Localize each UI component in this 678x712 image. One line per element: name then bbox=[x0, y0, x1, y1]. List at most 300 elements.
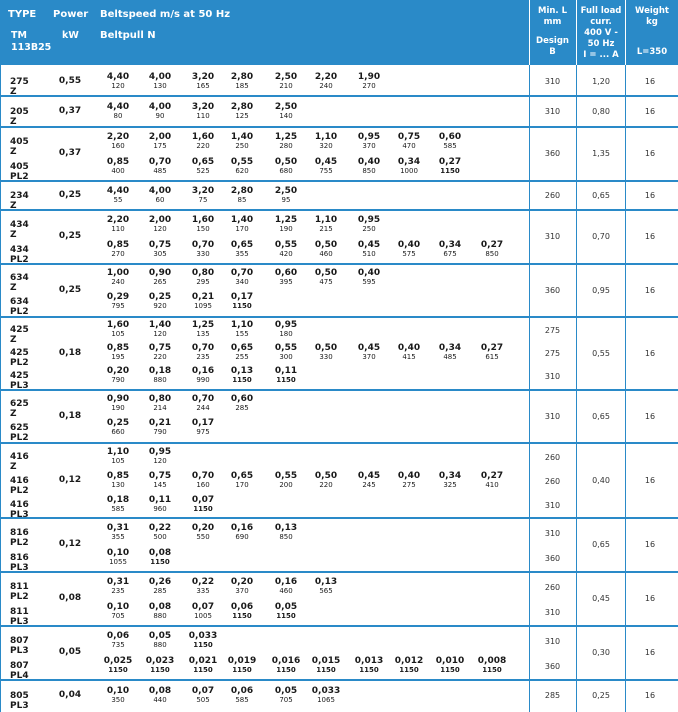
motor-type: 634 PL2 bbox=[10, 297, 29, 317]
speed-pull-cell bbox=[98, 320, 138, 338]
speed-pull-cell bbox=[140, 577, 180, 595]
belt-pull: 850 bbox=[279, 533, 293, 541]
belt-speed: 0,31 bbox=[106, 523, 130, 533]
belt-speed: 0,45 bbox=[357, 343, 381, 353]
belt-speed: 0,08 bbox=[148, 602, 172, 612]
belt-speed: 0,27 bbox=[480, 471, 504, 481]
speed-pull-cell bbox=[98, 102, 138, 120]
belt-pull: 235 bbox=[111, 587, 125, 595]
belt-pull: 485 bbox=[153, 167, 167, 175]
min-length: 275 bbox=[544, 326, 561, 335]
belt-pull: 95 bbox=[281, 196, 291, 204]
belt-speed: 0,65 bbox=[230, 240, 254, 250]
speed-pull-cell bbox=[349, 240, 389, 258]
type-header: TYPE bbox=[8, 9, 37, 20]
speed-pull-cell bbox=[266, 471, 306, 489]
belt-pull: 705 bbox=[279, 696, 293, 704]
belt-speed: 3,20 bbox=[191, 186, 215, 196]
speed-pull-cell bbox=[266, 577, 306, 595]
speed-pull-cell bbox=[183, 523, 223, 541]
belt-pull: 330 bbox=[319, 353, 333, 361]
belt-speed: 0,025 bbox=[103, 656, 133, 666]
motor-type: 805 PL3 bbox=[10, 691, 29, 711]
speed-pull-cell bbox=[183, 656, 223, 674]
speed-pull-cell bbox=[183, 320, 223, 338]
belt-pull: 1150 bbox=[276, 376, 296, 384]
belt-speed: 1,10 bbox=[106, 447, 130, 457]
belt-pull: 850 bbox=[485, 250, 499, 258]
belt-speed: 2,00 bbox=[148, 215, 172, 225]
belt-speed: 0,85 bbox=[106, 240, 130, 250]
row-divider bbox=[0, 517, 678, 519]
belt-speed: 0,05 bbox=[274, 602, 298, 612]
full-load-current: 0,30 bbox=[592, 648, 610, 657]
belt-speed: 0,27 bbox=[480, 240, 504, 250]
belt-pull: 690 bbox=[235, 533, 249, 541]
belt-pull: 880 bbox=[153, 376, 167, 384]
belt-speed: 0,16 bbox=[191, 366, 215, 376]
belt-speed: 0,75 bbox=[148, 240, 172, 250]
belt-speed: 0,22 bbox=[191, 577, 215, 587]
speed-pull-cell bbox=[140, 548, 180, 566]
row-divider bbox=[0, 209, 678, 211]
row-divider bbox=[0, 263, 678, 265]
min-length: 310 bbox=[544, 77, 561, 86]
belt-pull: 1055 bbox=[109, 558, 127, 566]
power-kw: 0,04 bbox=[58, 690, 82, 700]
min-length: 260 bbox=[544, 191, 561, 200]
speed-pull-cell bbox=[266, 215, 306, 233]
belt-speed: 0,31 bbox=[106, 577, 130, 587]
belt-speed: 0,50 bbox=[314, 471, 338, 481]
belt-pull: 585 bbox=[443, 142, 457, 150]
belt-speed: 0,45 bbox=[357, 240, 381, 250]
belt-pull: 475 bbox=[319, 278, 333, 286]
belt-pull: 460 bbox=[319, 250, 333, 258]
weight-kg: 16 bbox=[644, 412, 656, 421]
weight-kg: 16 bbox=[644, 232, 656, 241]
belt-pull: 280 bbox=[279, 142, 293, 150]
belt-pull: 305 bbox=[153, 250, 167, 258]
speed-pull-cell bbox=[98, 343, 138, 361]
speed-pull-cell bbox=[222, 394, 262, 412]
belt-speed: 0,25 bbox=[148, 292, 172, 302]
speed-pull-cell bbox=[98, 394, 138, 412]
full-load-current: 1,20 bbox=[592, 77, 610, 86]
motor-type: 625 PL2 bbox=[10, 423, 29, 443]
belt-speed: 1,90 bbox=[357, 72, 381, 82]
motor-type: 634 Z bbox=[10, 273, 29, 293]
min-length: 310 bbox=[544, 412, 561, 421]
speed-pull-cell bbox=[430, 157, 470, 175]
speed-pull-cell bbox=[140, 132, 180, 150]
belt-pull: 120 bbox=[111, 82, 125, 90]
belt-speed: 0,22 bbox=[148, 523, 172, 533]
min-length: 360 bbox=[544, 662, 561, 671]
belt-speed: 0,70 bbox=[191, 343, 215, 353]
belt-pull: 1150 bbox=[193, 641, 213, 649]
belt-pull: 355 bbox=[111, 533, 125, 541]
belt-speed: 0,75 bbox=[397, 132, 421, 142]
belt-speed: 1,60 bbox=[191, 132, 215, 142]
speed-pull-cell bbox=[140, 320, 180, 338]
speed-pull-cell bbox=[140, 215, 180, 233]
belt-pull: 244 bbox=[196, 404, 210, 412]
min-length: 285 bbox=[544, 691, 561, 700]
belt-speed: 0,29 bbox=[106, 292, 130, 302]
belt-pull: 175 bbox=[153, 142, 167, 150]
weight-kg: 16 bbox=[644, 691, 656, 700]
belt-pull: 1150 bbox=[482, 666, 502, 674]
belt-speed: 0,40 bbox=[397, 343, 421, 353]
table-header bbox=[0, 0, 678, 65]
belt-pull: 795 bbox=[111, 302, 125, 310]
belt-pull: 1065 bbox=[317, 696, 335, 704]
belt-pull: 790 bbox=[153, 428, 167, 436]
belt-speed: 0,34 bbox=[438, 343, 462, 353]
motor-type: 425 PL3 bbox=[10, 371, 29, 391]
min-length: 310 bbox=[544, 608, 561, 617]
speed-pull-cell bbox=[140, 72, 180, 90]
speed-pull-cell bbox=[98, 602, 138, 620]
speed-pull-cell bbox=[349, 268, 389, 286]
row-divider bbox=[0, 180, 678, 182]
speed-pull-cell bbox=[98, 215, 138, 233]
speed-pull-cell bbox=[222, 215, 262, 233]
row-divider bbox=[0, 126, 678, 128]
belt-speed: 0,08 bbox=[148, 686, 172, 696]
belt-pull: 300 bbox=[279, 353, 293, 361]
belt-speed: 0,10 bbox=[106, 548, 130, 558]
speed-pull-cell bbox=[98, 447, 138, 465]
belt-speed: 0,60 bbox=[230, 394, 254, 404]
belt-speed: 1,00 bbox=[106, 268, 130, 278]
belt-speed: 0,05 bbox=[274, 686, 298, 696]
belt-speed: 0,95 bbox=[357, 215, 381, 225]
belt-pull: 680 bbox=[279, 167, 293, 175]
belt-pull: 180 bbox=[279, 330, 293, 338]
speed-pull-cell bbox=[472, 240, 512, 258]
speed-pull-cell bbox=[306, 343, 346, 361]
weight-kg: 16 bbox=[644, 349, 656, 358]
speed-pull-cell bbox=[222, 292, 262, 310]
power-header: Power bbox=[53, 9, 89, 20]
speed-pull-cell bbox=[222, 523, 262, 541]
speed-pull-cell bbox=[472, 343, 512, 361]
belt-speed: 0,18 bbox=[106, 495, 130, 505]
speed-pull-cell bbox=[266, 72, 306, 90]
speed-pull-cell bbox=[98, 418, 138, 436]
belt-pull: 265 bbox=[153, 278, 167, 286]
speed-pull-cell bbox=[266, 366, 306, 384]
belt-speed: 0,40 bbox=[357, 268, 381, 278]
belt-pull: 1150 bbox=[399, 666, 419, 674]
belt-speed: 0,25 bbox=[106, 418, 130, 428]
belt-pull: 500 bbox=[153, 533, 167, 541]
motor-type: 816 PL2 bbox=[10, 528, 29, 548]
speed-pull-cell bbox=[430, 132, 470, 150]
belt-speed: 0,50 bbox=[314, 343, 338, 353]
beltspeed-header: Beltspeed m/s at 50 Hz bbox=[100, 9, 231, 20]
belt-pull: 190 bbox=[111, 404, 125, 412]
weight-kg: 16 bbox=[644, 149, 656, 158]
belt-speed: 0,20 bbox=[106, 366, 130, 376]
belt-pull: 920 bbox=[153, 302, 167, 310]
belt-speed: 0,06 bbox=[230, 602, 254, 612]
speed-pull-cell bbox=[98, 686, 138, 704]
full-load-current: 0,70 bbox=[592, 232, 610, 241]
belt-pull: 110 bbox=[196, 112, 210, 120]
power-kw: 0,55 bbox=[58, 76, 82, 86]
belt-speed: 0,16 bbox=[230, 523, 254, 533]
speed-pull-cell bbox=[266, 656, 306, 674]
belt-speed: 2,20 bbox=[106, 132, 130, 142]
belt-pull: 850 bbox=[362, 167, 376, 175]
speed-pull-cell bbox=[222, 132, 262, 150]
belt-pull: 370 bbox=[362, 142, 376, 150]
belt-pull: 960 bbox=[153, 505, 167, 513]
speed-pull-cell bbox=[222, 157, 262, 175]
belt-pull: 350 bbox=[111, 696, 125, 704]
type-series-code: 113B25 bbox=[11, 42, 52, 53]
speed-pull-cell bbox=[183, 215, 223, 233]
belt-pull: 220 bbox=[196, 142, 210, 150]
belt-speed: 0,90 bbox=[106, 394, 130, 404]
speed-pull-cell bbox=[140, 394, 180, 412]
belt-pull: 1095 bbox=[194, 302, 212, 310]
belt-pull: 125 bbox=[235, 112, 249, 120]
speed-pull-cell bbox=[306, 157, 346, 175]
belt-pull: 1150 bbox=[232, 666, 252, 674]
belt-speed: 0,40 bbox=[397, 471, 421, 481]
belt-pull: 85 bbox=[237, 196, 247, 204]
belt-pull: 1150 bbox=[440, 167, 460, 175]
row-divider bbox=[0, 442, 678, 444]
motor-type: 275 Z bbox=[10, 77, 29, 97]
belt-speed: 0,65 bbox=[230, 471, 254, 481]
min-length: 310 bbox=[544, 372, 561, 381]
speed-pull-cell bbox=[306, 240, 346, 258]
belt-pull: 1150 bbox=[150, 666, 170, 674]
belt-speed: 0,70 bbox=[191, 240, 215, 250]
belt-pull: 255 bbox=[235, 353, 249, 361]
min-length: 360 bbox=[544, 286, 561, 295]
belt-pull: 320 bbox=[319, 142, 333, 150]
speed-pull-cell bbox=[140, 102, 180, 120]
speed-pull-cell bbox=[183, 366, 223, 384]
belt-pull: 880 bbox=[153, 641, 167, 649]
speed-pull-cell bbox=[266, 320, 306, 338]
belt-pull: 165 bbox=[196, 82, 210, 90]
speed-pull-cell bbox=[349, 656, 389, 674]
belt-pull: 214 bbox=[153, 404, 167, 412]
weight-kg: 16 bbox=[644, 476, 656, 485]
motor-type: 625 Z bbox=[10, 399, 29, 419]
speed-pull-cell bbox=[430, 343, 470, 361]
speed-pull-cell bbox=[306, 471, 346, 489]
min-length: 360 bbox=[544, 554, 561, 563]
belt-pull: 245 bbox=[362, 481, 376, 489]
belt-pull: 705 bbox=[111, 612, 125, 620]
belt-pull: 110 bbox=[111, 225, 125, 233]
belt-speed: 0,13 bbox=[230, 366, 254, 376]
belt-speed: 1,40 bbox=[230, 132, 254, 142]
speed-pull-cell bbox=[266, 157, 306, 175]
weight-header: Weight kg L=350 bbox=[635, 6, 669, 57]
belt-pull: 145 bbox=[153, 481, 167, 489]
speed-pull-cell bbox=[98, 471, 138, 489]
belt-speed: 0,20 bbox=[191, 523, 215, 533]
belt-speed: 0,008 bbox=[477, 656, 507, 666]
speed-pull-cell bbox=[183, 240, 223, 258]
speed-pull-cell bbox=[389, 132, 429, 150]
belt-pull: 400 bbox=[111, 167, 125, 175]
speed-pull-cell bbox=[140, 447, 180, 465]
min-length: 310 bbox=[544, 501, 561, 510]
power-kw: 0,18 bbox=[58, 348, 82, 358]
min-length: 260 bbox=[544, 453, 561, 462]
belt-speed: 0,26 bbox=[148, 577, 172, 587]
belt-pull: 130 bbox=[153, 82, 167, 90]
belt-pull: 1000 bbox=[400, 167, 418, 175]
belt-pull: 195 bbox=[111, 353, 125, 361]
speed-pull-cell bbox=[183, 72, 223, 90]
belt-pull: 585 bbox=[235, 696, 249, 704]
belt-pull: 1150 bbox=[232, 376, 252, 384]
belt-pull: 140 bbox=[279, 112, 293, 120]
speed-pull-cell bbox=[389, 240, 429, 258]
speed-pull-cell bbox=[140, 418, 180, 436]
full-load-current: 0,80 bbox=[592, 107, 610, 116]
belt-speed: 2,80 bbox=[230, 102, 254, 112]
belt-speed: 0,70 bbox=[191, 471, 215, 481]
belt-speed: 0,27 bbox=[438, 157, 462, 167]
weight-kg: 16 bbox=[644, 77, 656, 86]
belt-pull: 240 bbox=[319, 82, 333, 90]
belt-pull: 1150 bbox=[150, 558, 170, 566]
speed-pull-cell bbox=[140, 268, 180, 286]
belt-speed: 0,50 bbox=[314, 268, 338, 278]
speed-pull-cell bbox=[389, 656, 429, 674]
speed-pull-cell bbox=[222, 343, 262, 361]
speed-pull-cell bbox=[183, 343, 223, 361]
belt-speed: 3,20 bbox=[191, 72, 215, 82]
speed-pull-cell bbox=[140, 602, 180, 620]
belt-pull: 460 bbox=[279, 587, 293, 595]
belt-pull: 1150 bbox=[193, 505, 213, 513]
belt-pull: 60 bbox=[155, 196, 165, 204]
belt-pull: 1150 bbox=[232, 302, 252, 310]
belt-speed: 0,27 bbox=[480, 343, 504, 353]
belt-pull: 660 bbox=[111, 428, 125, 436]
speed-pull-cell bbox=[140, 471, 180, 489]
speed-pull-cell bbox=[98, 366, 138, 384]
belt-pull: 370 bbox=[235, 587, 249, 595]
full-load-current: 0,65 bbox=[592, 540, 610, 549]
full-load-current: 0,95 bbox=[592, 286, 610, 295]
belt-speed: 0,17 bbox=[191, 418, 215, 428]
belt-speed: 4,40 bbox=[106, 102, 130, 112]
belt-speed: 0,17 bbox=[230, 292, 254, 302]
speed-pull-cell bbox=[266, 102, 306, 120]
speed-pull-cell bbox=[183, 471, 223, 489]
belt-pull: 220 bbox=[153, 353, 167, 361]
speed-pull-cell bbox=[98, 186, 138, 204]
speed-pull-cell bbox=[222, 72, 262, 90]
belt-speed: 0,50 bbox=[274, 157, 298, 167]
belt-speed: 1,10 bbox=[314, 215, 338, 225]
speed-pull-cell bbox=[389, 157, 429, 175]
belt-speed: 4,00 bbox=[148, 186, 172, 196]
belt-pull: 325 bbox=[443, 481, 457, 489]
power-kw: 0,05 bbox=[58, 647, 82, 657]
belt-speed: 0,90 bbox=[148, 268, 172, 278]
belt-speed: 1,60 bbox=[191, 215, 215, 225]
belt-speed: 0,34 bbox=[438, 471, 462, 481]
belt-speed: 4,00 bbox=[148, 72, 172, 82]
belt-speed: 0,40 bbox=[397, 240, 421, 250]
weight-kg: 16 bbox=[644, 191, 656, 200]
belt-speed: 0,55 bbox=[274, 343, 298, 353]
belt-pull: 1150 bbox=[359, 666, 379, 674]
belt-pull: 620 bbox=[235, 167, 249, 175]
belt-speed: 2,80 bbox=[230, 72, 254, 82]
belt-speed: 2,50 bbox=[274, 186, 298, 196]
speed-pull-cell bbox=[183, 132, 223, 150]
speed-pull-cell bbox=[222, 471, 262, 489]
belt-speed: 0,13 bbox=[314, 577, 338, 587]
speed-pull-cell bbox=[306, 656, 346, 674]
belt-speed: 0,50 bbox=[314, 240, 338, 250]
speed-pull-cell bbox=[183, 394, 223, 412]
belt-speed: 0,05 bbox=[148, 631, 172, 641]
full-load-current: 0,45 bbox=[592, 594, 610, 603]
belt-speed: 0,16 bbox=[274, 577, 298, 587]
speed-pull-cell bbox=[98, 72, 138, 90]
power-kw: 0,18 bbox=[58, 411, 82, 421]
belt-pull: 675 bbox=[443, 250, 457, 258]
belt-speed: 1,10 bbox=[314, 132, 338, 142]
speed-pull-cell bbox=[98, 548, 138, 566]
power-kw: 0,25 bbox=[58, 285, 82, 295]
belt-pull: 1005 bbox=[194, 612, 212, 620]
weight-kg: 16 bbox=[644, 648, 656, 657]
speed-pull-cell bbox=[266, 602, 306, 620]
belt-speed: 0,010 bbox=[435, 656, 465, 666]
min-length: 360 bbox=[544, 149, 561, 158]
belt-pull: 90 bbox=[155, 112, 165, 120]
speed-pull-cell bbox=[140, 656, 180, 674]
belt-pull: 1150 bbox=[440, 666, 460, 674]
belt-speed: 0,20 bbox=[230, 577, 254, 587]
belt-speed: 0,70 bbox=[148, 157, 172, 167]
belt-speed: 0,45 bbox=[314, 157, 338, 167]
motor-type: 434 Z bbox=[10, 220, 29, 240]
row-divider bbox=[0, 679, 678, 681]
power-kw: 0,25 bbox=[58, 190, 82, 200]
speed-pull-cell bbox=[222, 102, 262, 120]
belt-speed: 0,60 bbox=[438, 132, 462, 142]
belt-pull: 55 bbox=[113, 196, 123, 204]
belt-speed: 0,80 bbox=[191, 268, 215, 278]
speed-pull-cell bbox=[140, 292, 180, 310]
speed-pull-cell bbox=[266, 686, 306, 704]
belt-pull: 990 bbox=[196, 376, 210, 384]
speed-pull-cell bbox=[98, 268, 138, 286]
speed-pull-cell bbox=[306, 686, 346, 704]
speed-pull-cell bbox=[222, 656, 262, 674]
speed-pull-cell bbox=[266, 186, 306, 204]
